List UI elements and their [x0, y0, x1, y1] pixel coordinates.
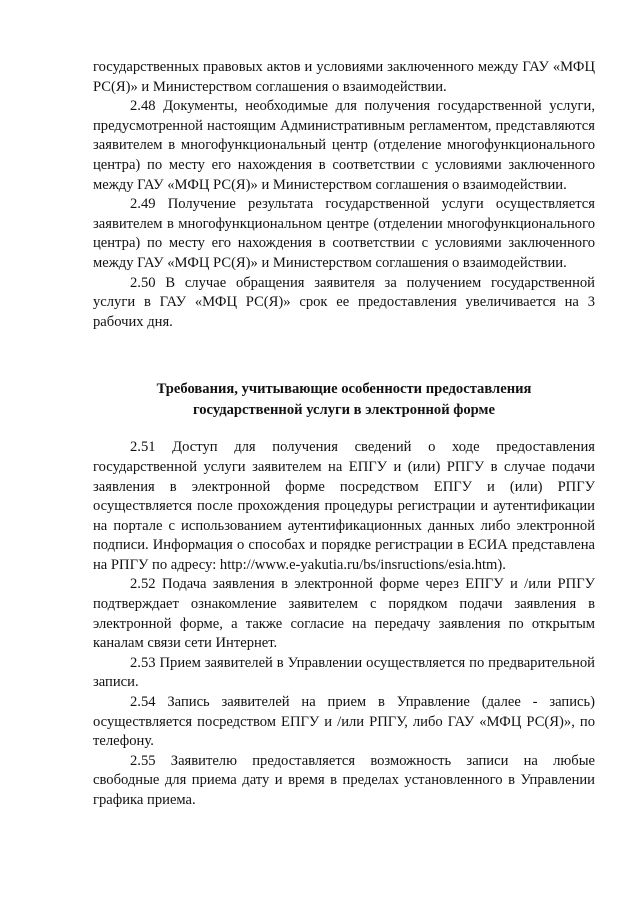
document-page	[93, 58, 595, 811]
paragraph-2-54: 2.54 Запись заявителей на прием в Управление (далее - запись) осуществляется посредством ЕПГУ и /или РПГУ, либо ГАУ «МФЦ РС(Я)», по телефону.	[93, 694, 595, 750]
section-heading	[93, 379, 595, 421]
paragraph-2-49: 2.49 Получение результата государственной услуги осуществляется заявителем в многофункциональном центре (отделении многофункционального центра) по месту его нахождения в соответствии с условиями заключенного между ГАУ «МФЦ РС(Я)» и Министерством соглашения о взаимодействии.	[93, 196, 595, 271]
paragraph-2-48: 2.48 Документы, необходимые для получения государственной услуги, предусмотренной настоящим Административным регламентом, представляются заявителем в многофункциональный центр (отделение многофункционального центра) по месту его нахождения в соответствии с условиями заключенного между ГАУ «МФЦ РС(Я)» и Министерством соглашения о взаимодействии.	[93, 98, 595, 193]
heading-spacer	[93, 421, 595, 438]
paragraph-2-52: 2.52 Подача заявления в электронной форме через ЕПГУ и /или РПГУ подтверждает ознакомление заявителем с порядком подачи заявления в электронной форме, а также согласие на передачу заявления по открытым каналам связи сети Интернет.	[93, 576, 595, 652]
section-heading-line-1: Требования, учитывающие особенности предоставления	[156, 381, 532, 398]
paragraph-2-53: 2.53 Прием заявителей в Управлении осуществляется по предварительной записи.	[93, 654, 595, 691]
paragraph-2-51: 2.51 Доступ для получения сведений о ходе предоставления государственной услуги заявителем на ЕПГУ и (или) РПГУ в случае подачи заявления в электронной форме посредством ЕПГУ и (или) РПГУ осуществляется после прохождения процедуры регистрации и аутентификации на портале с использованием аутентификационных данных либо электронной подписи. Информация о способах и порядке регистрации в ЕСИА представлена на РПГУ по адресу: http://www.e-yakutia.ru/bs/insructions/esia.htm).	[93, 439, 595, 573]
paragraph-2-50: 2.50 В случае обращения заявителя за получением государственной услуги в ГАУ «МФЦ РС(Я)» срок ее предоставления увеличивается на 3 рабочих дня.	[93, 274, 595, 330]
intro-paragraph: государственных правовых актов и условиями заключенного между ГАУ «МФЦ РС(Я)» и Министерством соглашения о взаимодействии.	[93, 59, 595, 95]
section-heading-line-2: государственной услуги в электронной форме	[193, 402, 495, 419]
paragraph-2-55: 2.55 Заявителю предоставляется возможность записи на любые свободные для приема дату и время в пределах установленного в Управлении графика приема.	[93, 752, 595, 808]
section-spacer	[93, 332, 595, 379]
